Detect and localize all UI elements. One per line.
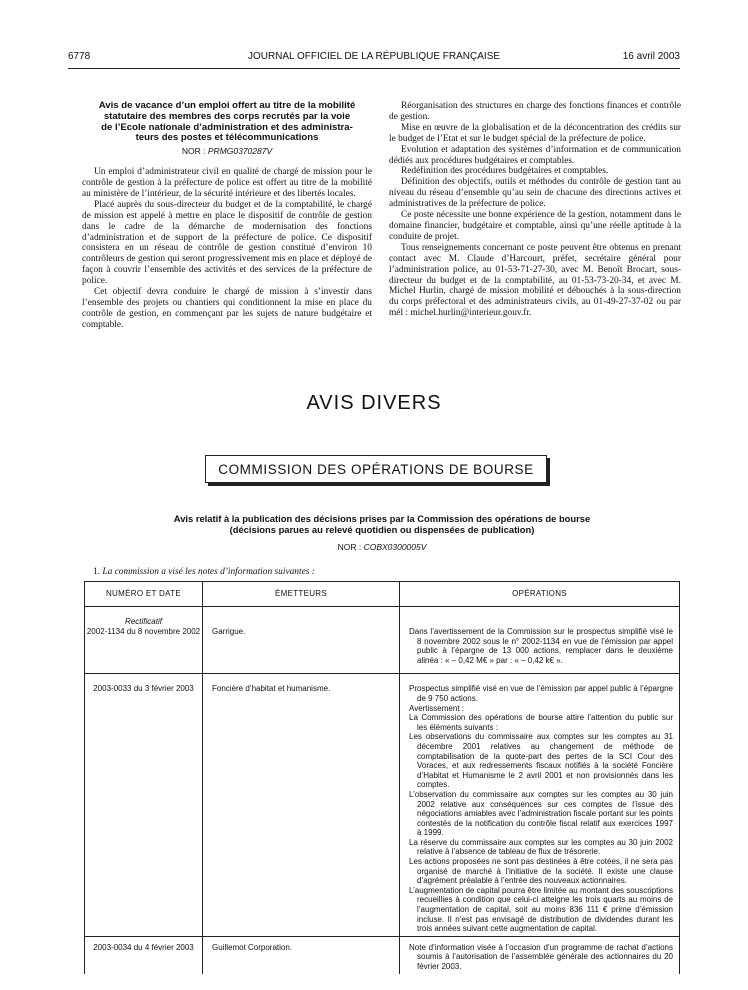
operation-text: Note d’information visée à l’occasion d’un programme de rachat d’actions soumis à l’autorisation de l’assemblée générale des actionnaires du 20 février 2003. [409,942,673,971]
operation-text: Les observations du commissaire aux comptes sur les comptes au 31 décembre 2001 relatives au changement de méthode de comptabilisation de la quote-part des pertes de la SCI Cour des Voraces, et aux redressements fiscaux notifiés à la société Foncière d’Habitat et Humanisme le 2 avril 2001 et non provisionnés dans les comptes. [409,732,673,790]
operations-cell [400,607,680,674]
operation-text: Dans l’avertissement de la Commission sur le prospectus simplifié visé le 8 novembre 2002 sous le n° 2002-1134 en vue de l’émission par appel public à l’épargne de 13 000 actions, remplacer dans le deuxième alinéa : « – 0,42 M€ » par : « – 0,42 k€ ». [409,627,673,665]
notice-paragraph: Evolution et adaptation des systèmes d’information et de communication dédiés aux procédures budgétaires et comptables. [389,144,681,166]
notice-right-column [389,101,681,319]
notice-paragraph: Placé auprès du sous-directeur du budget et de la comptabilité, le chargé de mission est appelé à mettre en place le dispositif de contrôle de gestion dans le cadre de la démarche de modernisation des fonctions d’administration et de support de la préfecture de police. Ce dispositif consistera en un réseau de contrôle de gestion constitué d’environ 10 contrôleurs de gestion qui seront progressivement mis en place et déployé de façon à couvrir l’ensemble des activités et des services de la préfecture de police. [82,199,372,287]
number-date: 2002-1134 du 8 novembre 2002 [86,626,201,636]
nor-label: NOR : [181,146,206,157]
notice-paragraph: Redéfinition des procédures budgétaires et comptables. [401,166,609,177]
cob-nor [82,542,682,552]
notice-title-line: teurs des postes et télécommunications [135,132,319,144]
cob-notice-title [82,514,682,536]
notice-left-column [82,101,372,331]
notice-nor [82,146,372,157]
operation-text: L’augmentation de capital pourra être limitée au montant des souscriptions recueillies à condition que celui-ci atteigne les trois quarts au moins de l’augmentation de capital, soit au moins 836 111 € prime d’émission incluse. Il n’est pas envisagé de distribution de dividendes durant les trois années suivant cette augmentation de capital. [409,885,673,934]
notice-paragraph: Ce poste nécessite une bonne expérience de la gestion, notamment dans le domaine financier, budgétaire et comptable, ainsi qu’une réelle aptitude à la conduite de projet. [389,210,681,242]
journal-title: JOURNAL OFFICIEL DE LA RÉPUBLIQUE FRANÇAISE [247,51,501,62]
visa-text: La commission a visé les notes d’information suivantes : [102,567,315,577]
operation-text: Avertissement : [409,703,464,713]
operations-table [84,581,680,974]
column-header-operations: OPÉRATIONS [400,582,680,607]
page-number: 6778 [68,51,91,62]
nor-code: COBX0300005V [363,542,427,552]
nor-label: NOR : [337,542,362,552]
column-header-number-date: NUMÉRO ET DATE [85,582,203,607]
notice-paragraph: Un emploi d’administrateur civil en qualité de chargé de mission pour le contrôle de gestion à la préfecture de police est offert au titre de la mobilité au ministère de l’intérieur, de la sécurité intérieure et des libertés locales. [82,167,372,199]
number-date-cell: 2003-0033 du 3 février 2003 [85,674,203,936]
number-date-cell [85,607,203,674]
visa-line [93,567,315,577]
operation-text: Les actions proposées ne sont pas destinées à être cotées, il ne sera pas organisé de marché à l’initiative de la société. Il existe une clause d’agrément préalable à l’entrée des nouveaux actionnaires. [409,857,673,886]
operation-text: La Commission des opérations de bourse attire l’attention du public sur les éléments suivants : [409,713,673,732]
operations-cell [400,936,680,973]
table-row [85,674,680,936]
header-rule [68,68,680,69]
commission-title: COMMISSION DES OPÉRATIONS DE BOURSE [218,461,534,477]
notice-title-line: statutaire des membres des corps recrutés par la voie [103,110,351,122]
notice-paragraph: Tous renseignements concernant ce poste peuvent être obtenus en prenant contact avec M. Claude d’Harcourt, préfet, secrétaire général pour l’administration police, au 01-53-71-27-30, avec M. Benoît Brocart, sous-directeur du budget et de la comptabilité, au 01-53-73-20-34, et avec M. Michel Hurlin, chargé de mission mobilité et débouchés à la sous-direction du corps préfectoral et des administrateurs civils, au 01-49-27-37-02 ou par mél : michel.hurlin@interieur.gouv.fr. [389,242,681,319]
cob-title-line: Avis relatif à la publication des décisions prises par la Commission des opérations de bourse [173,513,591,524]
notice-paragraph: Cet objectif devra conduire le chargé de mission à s’investir dans l’ensemble des projets ou chantiers qui conditionnent la mise en place du contrôle de gestion, en commençant par les sujets de nature budgétaire et comptable. [82,287,372,330]
operation-text: La réserve du commissaire aux comptes sur les comptes au 30 juin 2002 relative à l’absence de tableau de flux de trésorerie. [409,837,673,857]
issue-date: 16 avril 2003 [622,51,680,62]
page-header [68,51,680,65]
number-date-cell: 2003-0034 du 4 février 2003 [85,936,203,973]
notice-title-line: de l’Ecole nationale d’administration et des administra- [101,121,353,133]
operation-text: Prospectus simplifié visé en vue de l’émission par appel public à l’épargne de 9 750 actions. [409,684,673,703]
issuer-cell: Garrigue. [203,607,400,674]
rectificatif-label: Rectificatif [125,617,162,626]
operation-text: L’observation du commissaire aux comptes sur les comptes au 30 juin 2002 relative aux conséquences sur ces comptes de l’issue des négociations amiables avec l’administration fiscale portant sur les points contestés de la notification du contrôle fiscal relatif aux exercices 1997 à 1999. [409,789,673,838]
visa-number: 1. [93,567,101,577]
notice-paragraph: Mise en œuvre de la globalisation et de la déconcentration des crédits sur le budget de l’Etat et sur le budget spécial de la préfecture de police. [389,122,681,144]
notice-paragraph: Réorganisation des structures en charge des fonctions finances et contrôle de gestion. [389,101,681,122]
table-row [85,936,680,973]
section-title: AVIS DIVERS [306,392,442,414]
nor-code: PRMG0370287V [207,146,273,157]
table-row [85,607,680,674]
column-header-issuers: ÉMETTEURS [203,582,400,607]
issuer-cell: Guillemot Corporation. [203,936,400,973]
issuer-cell: Foncière d’habitat et humanisme. [203,674,400,936]
cob-title-line: (décisions parues au relevé quotidien ou dispensées de publication) [229,523,535,535]
notice-paragraph: Définition des objectifs, outils et méthodes du contrôle de gestion tant au niveau du réseau d’ensemble qu’au sein de chacune des directions actives et administratives de la préfecture de police. [389,177,681,210]
notice-title-line: Avis de vacance d’un emploi offert au titre de la mobilité [98,100,356,111]
operations-cell [400,674,680,936]
notice-title [82,101,372,144]
commission-box [205,455,547,483]
table-header-row [85,582,680,607]
